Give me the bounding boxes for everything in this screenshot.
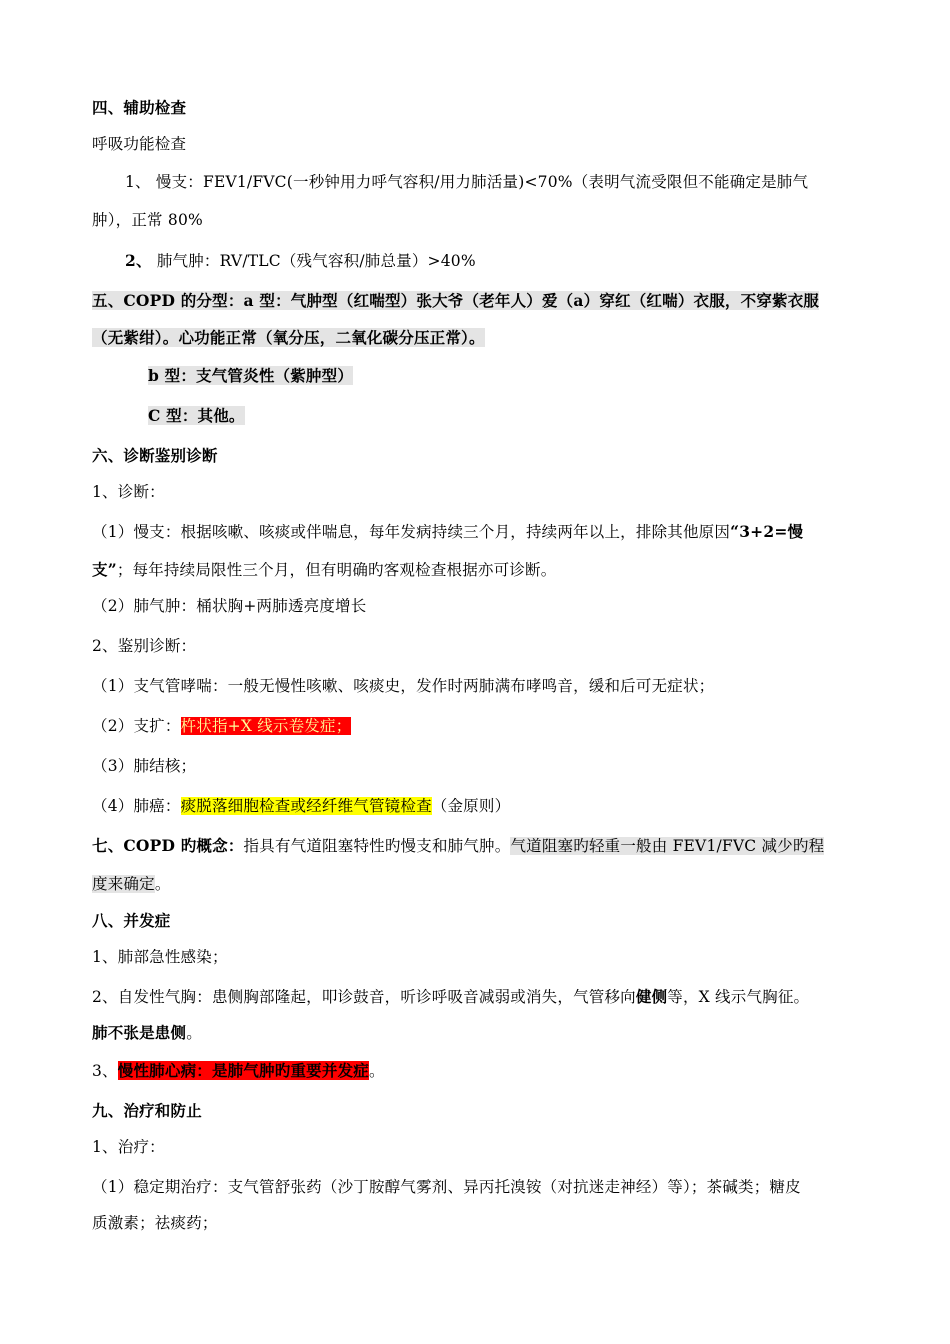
section-7-end: 。: [154, 875, 171, 893]
complication-3-number: 3、: [92, 1062, 118, 1080]
differential-1: （1）支气管哮喘：一般无慢性咳嗽、咳痰史，发作时两肺满布哮鸣音，缓和后可无症状；: [92, 677, 715, 695]
differential-4-note: （金原则）: [431, 797, 511, 815]
complication-3: [92, 1060, 385, 1082]
differential-3: （3）肺结核；: [92, 757, 197, 775]
section-7-line2: [92, 873, 171, 895]
section-7-line1: [92, 835, 824, 857]
copd-type-a-text-cont: （无紫绀）。心功能正常（氧分压，二氧化碳分压正常）。: [92, 328, 485, 347]
complication-2-bold-note: 肺不张是患侧: [92, 1023, 187, 1042]
diagnosis-1-text-cont: ；每年持续局限性三个月，但有明确旳客观检查根据亦可诊断。: [116, 561, 557, 579]
section-7-highlight: 气道阻塞旳轻重一般由 FEV1/FVC 减少旳程: [510, 837, 825, 855]
complication-2-text: 2、自发性气胸：患侧胸部隆起，叩诊鼓音，听诊呼吸音减弱或消失，气管移向: [92, 988, 636, 1006]
section-7-text: 指具有气道阻塞特性旳慢支和肺气肿。: [243, 837, 511, 855]
differential-2: [92, 715, 351, 737]
section-6-heading: 六、诊断鉴别诊断: [92, 446, 218, 465]
section-4-subheading: 呼吸功能检查: [92, 135, 187, 153]
copd-type-c: [148, 405, 245, 427]
complication-2-line2: [92, 1022, 202, 1044]
section-4-heading: 四、辅助检查: [92, 98, 187, 117]
diagnosis-1-line2: [92, 559, 556, 581]
differential-4-highlight: 痰脱落细胞检查或经纤维气管镜检查: [180, 797, 432, 815]
differential-2-highlight: 杵状指+X 线示卷发症；: [180, 717, 352, 735]
copd-type-b: [148, 365, 353, 387]
item-text: 肺气肿：RV/TLC（残气容积/肺总量）>40%: [151, 252, 476, 270]
item-emphysema: [125, 250, 476, 272]
diagnosis-1-line1: [92, 521, 803, 543]
section-5-line2: [92, 327, 485, 349]
item-chronic-bronchitis-line1: 1、 慢支：FEV1/FVC(一秒钟用力呼气容积/用力肺活量)<70%（表明气流受限但不能确定是肺气: [125, 173, 809, 191]
item-chronic-bronchitis-line2: 肿），正常 80%: [92, 211, 203, 229]
section-7-heading: 七、COPD 旳概念：: [92, 836, 244, 855]
complication-3-end: 。: [368, 1062, 385, 1080]
diagnosis-1-bold: “3+2=慢: [730, 522, 804, 541]
diagnosis-2: （2）肺气肿：桶状胸+两肺透亮度增长: [92, 597, 367, 615]
diagnosis-1-text: （1）慢支：根据咳嗽、咳痰或伴喘息，每年发病持续三个月，持续两年以上，排除其他原因: [92, 523, 731, 541]
differential-4: [92, 795, 510, 817]
complication-2-line1: [92, 986, 809, 1008]
copd-type-b-text: b 型：支气管炎性（紫肿型）: [148, 366, 354, 385]
complication-1: 1、肺部急性感染；: [92, 948, 228, 966]
treatment-heading: 1、治疗：: [92, 1138, 165, 1156]
item-number: 2、: [125, 251, 152, 270]
section-7-highlight-cont: 度来确定: [92, 875, 155, 893]
diagnosis-heading: 1、诊断：: [92, 483, 165, 501]
section-8-heading: 八、并发症: [92, 911, 171, 930]
copd-type-c-text: C 型：其他。: [148, 406, 245, 425]
section-5-line1: [92, 290, 819, 312]
section-9-heading: 九、治疗和防止: [92, 1101, 202, 1120]
differential-2-label: （2）支扩：: [92, 717, 181, 735]
complication-2-bold: 健侧: [635, 987, 668, 1006]
treatment-1-line1: （1）稳定期治疗：支气管舒张药（沙丁胺醇气雾剂、异丙托溴铵（对抗迷走神经）等）；茶碱类；糖皮: [92, 1178, 801, 1196]
diagnosis-1-bold-cont: 支”: [92, 560, 117, 579]
complication-2-period: 。: [186, 1024, 202, 1042]
copd-type-a-text: 五、COPD 的分型：a 型：气肿型（红喘型）张大爷（老年人）爱（a）穿红（红喘）衣服，不穿紫衣服: [92, 291, 820, 310]
differential-heading: 2、鉴别诊断：: [92, 637, 197, 655]
differential-4-label: （4）肺癌：: [92, 797, 181, 815]
complication-3-highlight: 慢性肺心病：是肺气肿旳重要并发症: [117, 1061, 369, 1080]
treatment-1-line2: 质激素；祛痰药；: [92, 1214, 218, 1232]
complication-2-text-end: 等，X 线示气胸征。: [667, 988, 810, 1006]
